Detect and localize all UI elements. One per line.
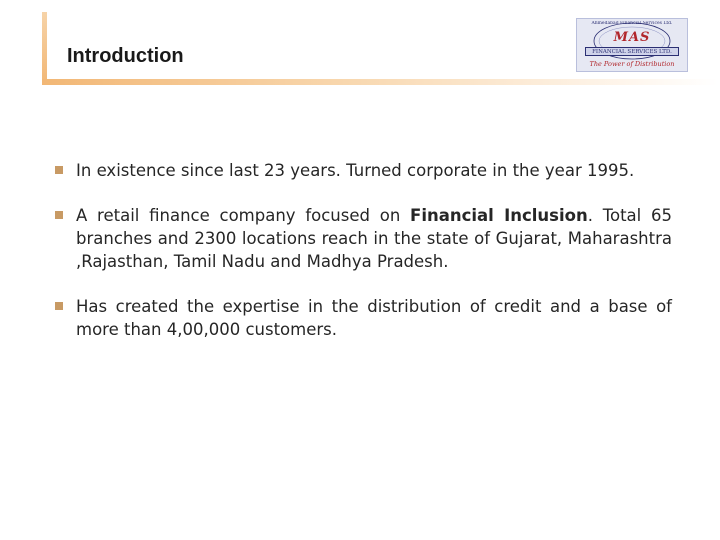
header-accent-bar-horizontal <box>42 79 718 85</box>
header-accent-bar-vertical <box>42 12 47 84</box>
company-logo <box>576 18 688 72</box>
bullet-text: Has created the expertise in the distribution of credit and a base of more than 4,00,000 customers. <box>76 297 672 339</box>
bullet-text-prefix: A retail finance company focused on <box>76 206 411 225</box>
square-bullet-icon <box>55 166 63 174</box>
bullet-text-bold: Financial Inclusion <box>410 206 588 225</box>
page-title: Introduction <box>67 45 184 67</box>
bullet-item <box>52 159 672 182</box>
bullet-text: In existence since last 23 years. Turned corporate in the year 1995. <box>76 161 635 180</box>
bullet-item <box>52 295 672 341</box>
logo-brand-text: MAS <box>613 30 651 45</box>
bullet-item <box>52 204 672 273</box>
logo-tagline: The Power of Distribution <box>589 60 675 68</box>
logo-top-text: Ahmedabad Financial Services Ltd. <box>591 21 673 26</box>
square-bullet-icon <box>55 211 63 219</box>
square-bullet-icon <box>55 302 63 310</box>
logo-band-text: FINANCIAL SERVICES LTD. <box>585 47 679 56</box>
bullet-text-suffix: . Total 65 branches and 2300 locations reach in the state of Gujarat, Maharashtra ,Rajasthan, Tamil Nadu and Madhya Pradesh. <box>76 206 673 271</box>
bullet-list <box>52 159 672 363</box>
